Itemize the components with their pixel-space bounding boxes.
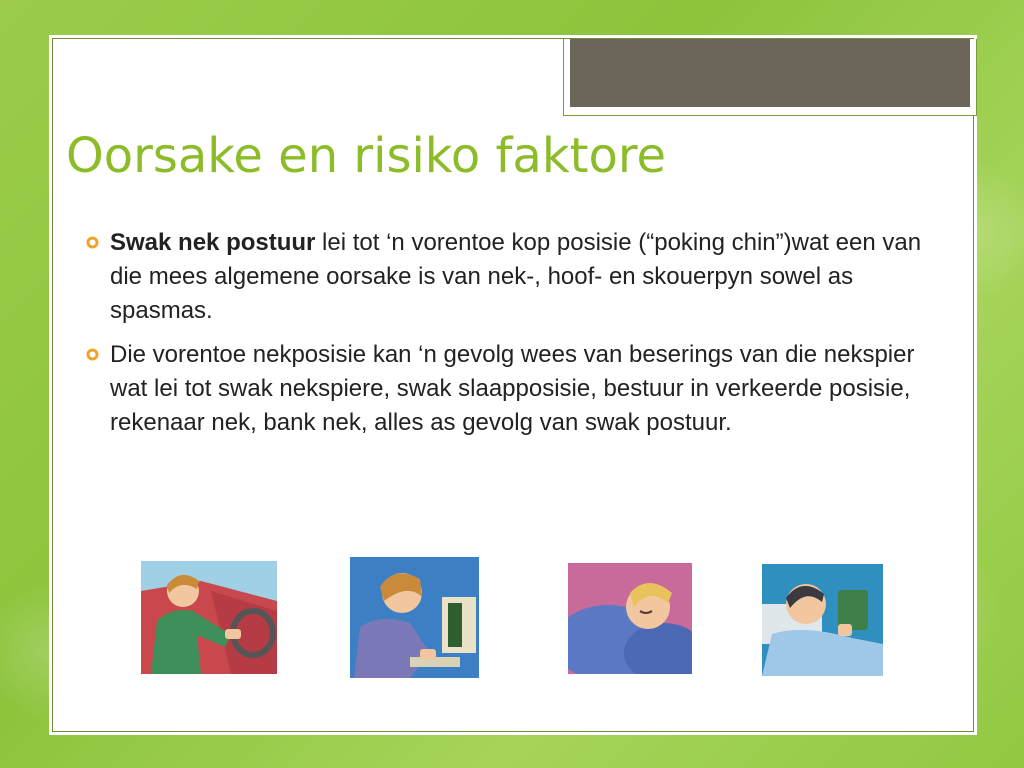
sleeping-icon [568,563,692,674]
page-title: Oorsake en risiko faktore [66,128,667,184]
driving-person-illustration [141,561,277,674]
bullet-ring-icon [86,348,99,361]
driving-icon [141,561,277,674]
header-tab-fill [570,39,970,107]
sleeping-person-illustration [568,563,692,674]
bullet-bold-text: Swak nek postuur [110,229,316,256]
bullet-text: lei tot ‘n vorentoe kop posisie (“poking chin”)wat een van die mees algemene oorsake is van nek-, hoof- en skouerpyn sowel as spasmas. [110,229,922,324]
bullet-ring-icon [86,236,99,249]
computer-icon [350,557,479,678]
computer-user-illustration [350,557,479,678]
reading-in-bed-illustration [762,564,883,676]
bullet-text: Die vorentoe nekposisie kan ‘n gevolg wees van beserings van die nekspier wat lei tot swak nekspiere, swak slaapposisie, bestuur in verkeerde posisie, rekenaar nek, bank nek, alles as gevolg van swak postuur. [110,341,915,436]
reading-icon [762,564,883,676]
bullet-list [86,226,926,450]
bullet-item-2 [86,338,926,440]
bullet-item-1 [86,226,926,328]
header-tab [563,39,977,116]
